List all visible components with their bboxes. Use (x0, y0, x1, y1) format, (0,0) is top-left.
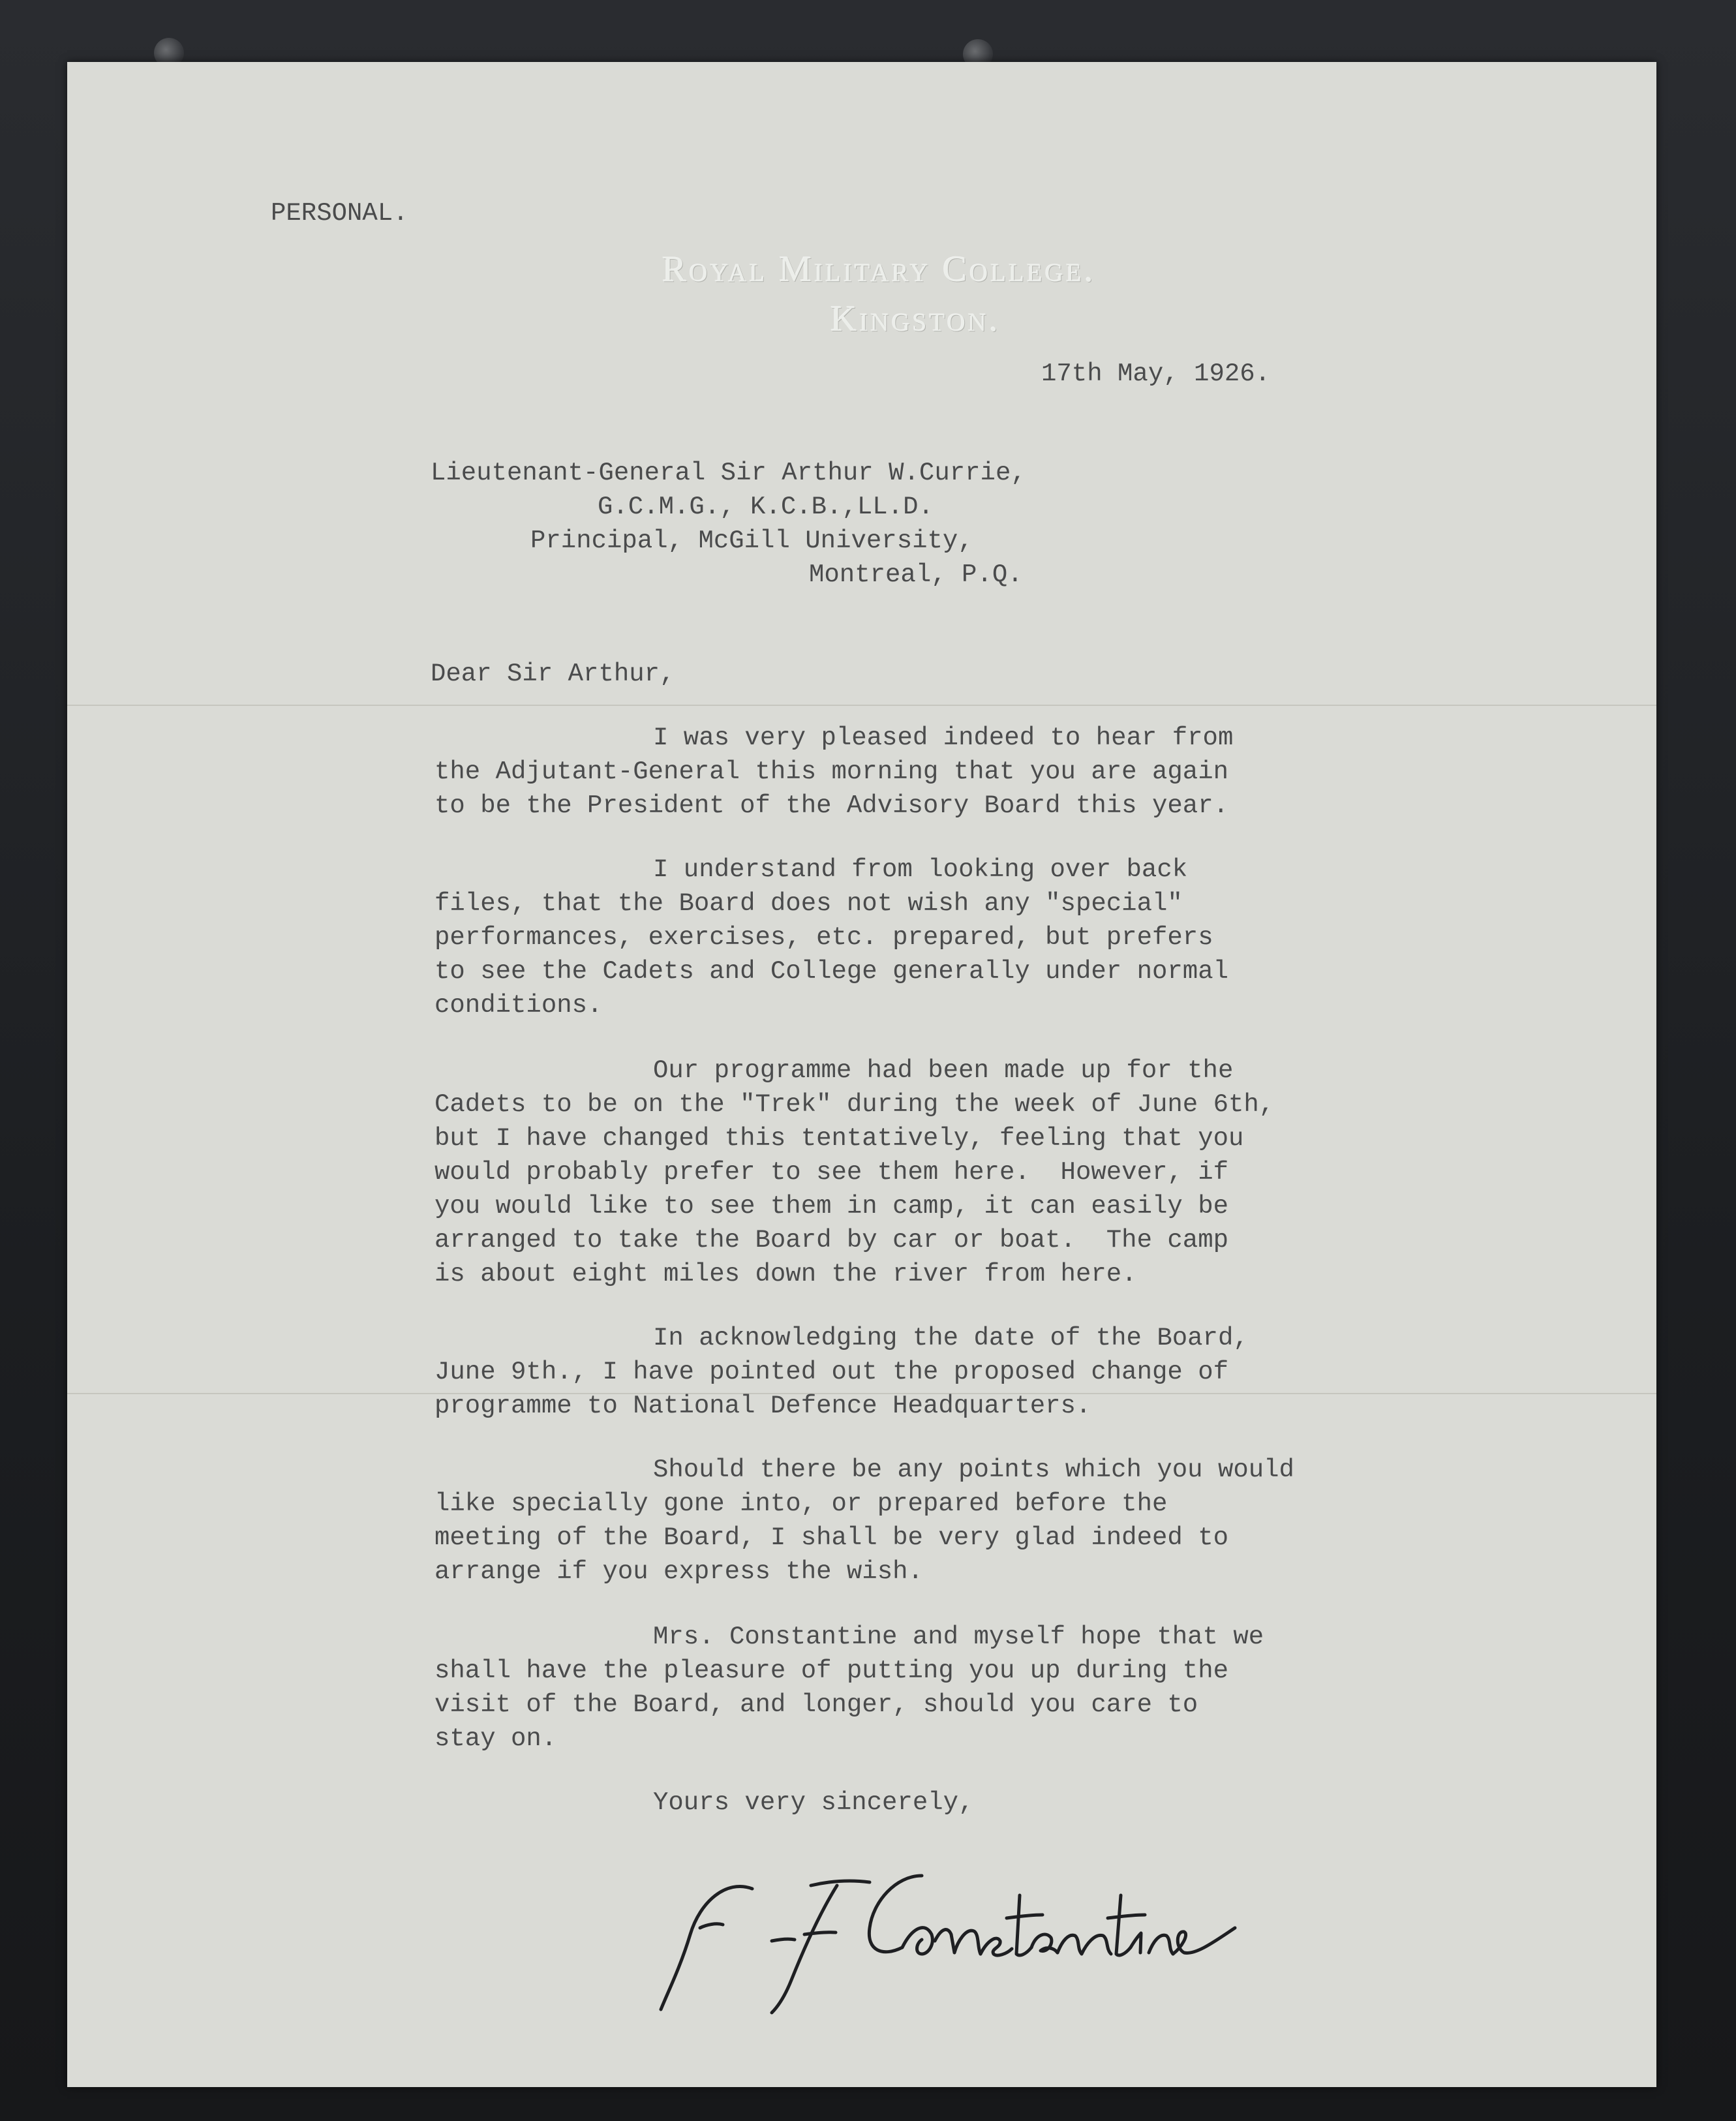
letter-date: 17th May, 1926. (1041, 359, 1271, 388)
paragraph-3-line-3: but I have changed this tentatively, feeling that you (434, 1124, 1244, 1153)
paragraph-6-line-1: Mrs. Constantine and myself hope that we (653, 1623, 1264, 1651)
letter-sheet (67, 62, 1656, 2087)
paragraph-1-line-3: to be the President of the Advisory Board this year. (434, 791, 1228, 820)
paragraph-6-line-3: visit of the Board, and longer, should you care to (434, 1690, 1198, 1719)
letterhead-line-1: Royal Military College. (662, 249, 1096, 290)
paragraph-2-line-5: conditions. (434, 991, 603, 1020)
paragraph-6-line-2: shall have the pleasure of putting you up during the (434, 1656, 1228, 1685)
paragraph-6-line-4: stay on. (434, 1724, 557, 1753)
paragraph-5-line-2: like specially gone into, or prepared before the (434, 1489, 1168, 1518)
paragraph-5-line-4: arrange if you express the wish. (434, 1557, 923, 1586)
recipient-line-2: G.C.M.G., K.C.B.,LL.D. (598, 493, 934, 521)
letterhead-line-2: Kingston. (830, 299, 1001, 339)
fold-crease-upper (67, 705, 1656, 706)
paragraph-5-line-1: Should there be any points which you would (653, 1456, 1294, 1484)
paragraph-3-line-5: you would like to see them in camp, it can easily be (434, 1192, 1228, 1221)
paragraph-2-line-4: to see the Cadets and College generally under normal (434, 957, 1228, 986)
paragraph-4-line-2: June 9th., I have pointed out the proposed change of (434, 1358, 1228, 1386)
paragraph-4-line-1: In acknowledging the date of the Board, (653, 1324, 1249, 1352)
paragraph-5-line-3: meeting of the Board, I shall be very glad indeed to (434, 1523, 1228, 1552)
signature (654, 1850, 1307, 2019)
recipient-line-1: Lieutenant-General Sir Arthur W.Currie, (431, 459, 1026, 487)
paragraph-3-line-2: Cadets to be on the "Trek" during the week of June 6th, (434, 1090, 1275, 1119)
paragraph-3-line-4: would probably prefer to see them here. However, if (434, 1158, 1228, 1187)
paragraph-2-line-2: files, that the Board does not wish any "special" (434, 889, 1183, 918)
paragraph-3-line-6: arranged to take the Board by car or boat. The camp (434, 1226, 1228, 1255)
paragraph-3-line-7: is about eight miles down the river from here. (434, 1260, 1137, 1289)
personal-marking: PERSONAL. (271, 199, 408, 228)
recipient-line-3: Principal, McGill University, (530, 526, 973, 555)
closing: Yours very sincerely, (653, 1788, 974, 1817)
paragraph-2-line-3: performances, exercises, etc. prepared, but prefers (434, 923, 1213, 952)
paragraph-1-line-2: the Adjutant-General this morning that you are again (434, 757, 1228, 786)
paragraph-1-line-1: I was very pleased indeed to hear from (653, 724, 1234, 752)
salutation: Dear Sir Arthur, (431, 660, 675, 688)
paragraph-3-line-1: Our programme had been made up for the (653, 1056, 1234, 1085)
paragraph-2-line-1: I understand from looking over back (653, 855, 1188, 884)
recipient-line-4: Montreal, P.Q. (809, 560, 1023, 589)
paragraph-4-line-3: programme to National Defence Headquarters. (434, 1392, 1091, 1420)
